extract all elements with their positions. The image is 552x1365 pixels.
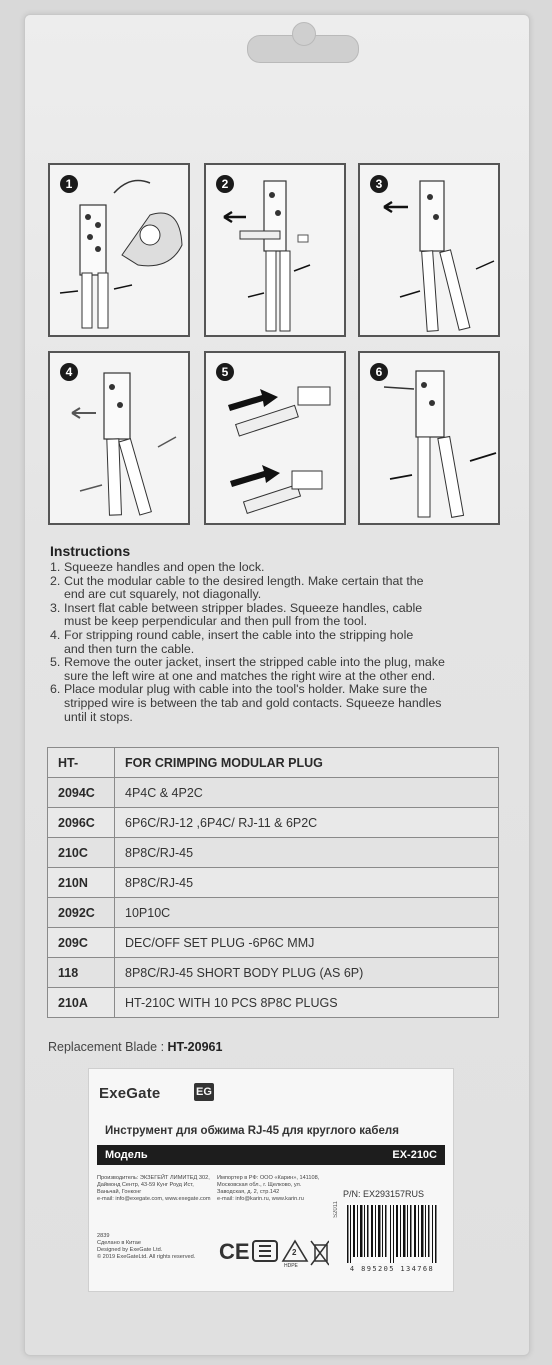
importer-text: Импортер в РФ: ООО «Карин», 141108, Московская обл., г. Щелково, ул. Заводская, д. 2, стр.142 <box>217 1175 320 1195</box>
weee-bin-icon <box>311 1241 329 1265</box>
panel-step-4 <box>48 351 190 525</box>
panel-step-6 <box>358 351 500 525</box>
table-header-row <box>48 748 499 778</box>
replacement-blade-value: HT-20961 <box>167 1040 223 1054</box>
product-label <box>88 1068 454 1292</box>
instruction-line: 3. Insert flat cable between stripper blades. Squeeze handles, cable <box>50 600 423 615</box>
barcode-icon <box>345 1203 439 1263</box>
table-row <box>48 778 499 808</box>
table-row <box>48 808 499 838</box>
svg-text:CE: CE <box>219 1239 250 1264</box>
instruction-line: must be keep perpendicular and then pull from the tool. <box>64 614 368 629</box>
row-code: 2096C <box>48 808 115 838</box>
row-code: 118 <box>48 958 115 988</box>
model-label: Модель <box>105 1149 148 1161</box>
brand-mark-icon: EG <box>194 1083 214 1101</box>
instruction-line: until it stops. <box>64 709 133 724</box>
importer-email: e-mail: info@karin.ru, www.karin.ru <box>217 1196 304 1202</box>
instructions-heading: Instructions <box>50 543 131 559</box>
importer-info <box>217 1175 331 1203</box>
instruction-line: 1. Squeeze handles and open the lock. <box>50 560 265 574</box>
table-row <box>48 988 499 1018</box>
row-code: 210C <box>48 838 115 868</box>
panel-step-3 <box>358 163 500 337</box>
row-desc: HT-210C WITH 10 PCS 8P8C PLUGS <box>115 988 499 1018</box>
row-desc: 8P8C/RJ-45 <box>115 868 499 898</box>
producer-info <box>97 1175 213 1203</box>
origin-info <box>97 1233 213 1261</box>
step-number: 6 <box>370 363 388 381</box>
producer-email: e-mail: info@exegate.com, www.exegate.com <box>97 1196 211 1202</box>
step-number: 5 <box>216 363 234 381</box>
step-number: 4 <box>60 363 78 381</box>
copyright: © 2019 ExeGateLtd. All rights reserved. <box>97 1254 196 1260</box>
row-desc: 4P4C & 4P2C <box>115 778 499 808</box>
instruction-line: 5. Remove the outer jacket, insert the stripped cable into the plug, make <box>50 655 445 670</box>
table-row <box>48 928 499 958</box>
hang-hole <box>247 35 359 63</box>
ce-mark-icon <box>219 1239 250 1264</box>
row-code: 210N <box>48 868 115 898</box>
barcode <box>345 1203 439 1263</box>
row-code: 2094C <box>48 778 115 808</box>
model-bar <box>97 1145 445 1165</box>
producer-text: Производитель: ЭКЗЕГЕЙТ ЛИМИТЕД 302, Даймонд Сентр, 43-59 Кунг Роуд Ист, Ваньчай, Гонконг <box>97 1175 210 1195</box>
designed-by: Designed by ExeGate Ltd. <box>97 1247 163 1253</box>
certification-icons <box>219 1235 329 1274</box>
row-code: 210A <box>48 988 115 1018</box>
instruction-line: 6. Place modular plug with cable into the tool's holder. Make sure the <box>50 682 428 697</box>
row-desc: 10P10C <box>115 898 499 928</box>
row-desc: 8P8C/RJ-45 SHORT BODY PLUG (AS 6P) <box>115 958 499 988</box>
row-code: 209C <box>48 928 115 958</box>
row-code: 2092C <box>48 898 115 928</box>
table-row <box>48 958 499 988</box>
recycle-number: 2 <box>292 1248 297 1257</box>
step-number: 1 <box>60 175 78 193</box>
replacement-blade <box>48 1040 222 1054</box>
instruction-line: 4. For stripping round cable, insert the cable into the stripping hole <box>50 627 414 642</box>
row-desc: 8P8C/RJ-45 <box>115 838 499 868</box>
row-desc: 6P6C/RJ-12 ,6P4C/ RJ-11 & 6P2C <box>115 808 499 838</box>
model-value: EX-210C <box>392 1149 437 1161</box>
vertical-code: S2011 <box>333 1201 339 1218</box>
instruction-line: end are cut squarely, not diagonally. <box>64 587 262 602</box>
table-row <box>48 838 499 868</box>
instructions-section <box>50 543 510 724</box>
model-compatibility-table <box>47 747 499 1018</box>
made-in: Сделано в Китае <box>97 1240 141 1246</box>
table-header-code: HT- <box>48 748 115 778</box>
year-code: 2839 <box>97 1233 110 1239</box>
panel-step-5 <box>204 351 346 525</box>
instruction-line: and then turn the cable. <box>64 641 195 656</box>
replacement-blade-label: Replacement Blade : <box>48 1040 165 1054</box>
table-header-desc: FOR CRIMPING MODULAR PLUG <box>115 748 499 778</box>
product-title: Инструмент для обжима RJ-45 для круглого кабеля <box>105 1125 399 1137</box>
step-number: 3 <box>370 175 388 193</box>
table-row <box>48 868 499 898</box>
instruction-panels <box>48 163 504 528</box>
step-number: 2 <box>216 175 234 193</box>
part-number: P/N: EX293157RUS <box>343 1189 425 1199</box>
instruction-line: sure the left wire at one and matches the right wire at the other end. <box>64 668 436 683</box>
table-row <box>48 898 499 928</box>
panel-step-1 <box>48 163 190 337</box>
instruction-line: 2. Cut the modular cable to the desired length. Make certain that the <box>50 573 424 588</box>
instruction-line: stripped wire is between the tab and gold contacts. Squeeze handles <box>64 695 442 710</box>
recycle-text: HDPE <box>284 1263 298 1269</box>
certification-marks <box>219 1235 329 1269</box>
instructions-list <box>50 561 510 724</box>
brand-logo: ExeGate <box>99 1085 161 1102</box>
panel-step-2 <box>204 163 346 337</box>
row-desc: DEC/OFF SET PLUG -6P6C MMJ <box>115 928 499 958</box>
eac-mark-icon <box>253 1241 277 1261</box>
barcode-number: 4 895205 134768 <box>349 1265 435 1273</box>
